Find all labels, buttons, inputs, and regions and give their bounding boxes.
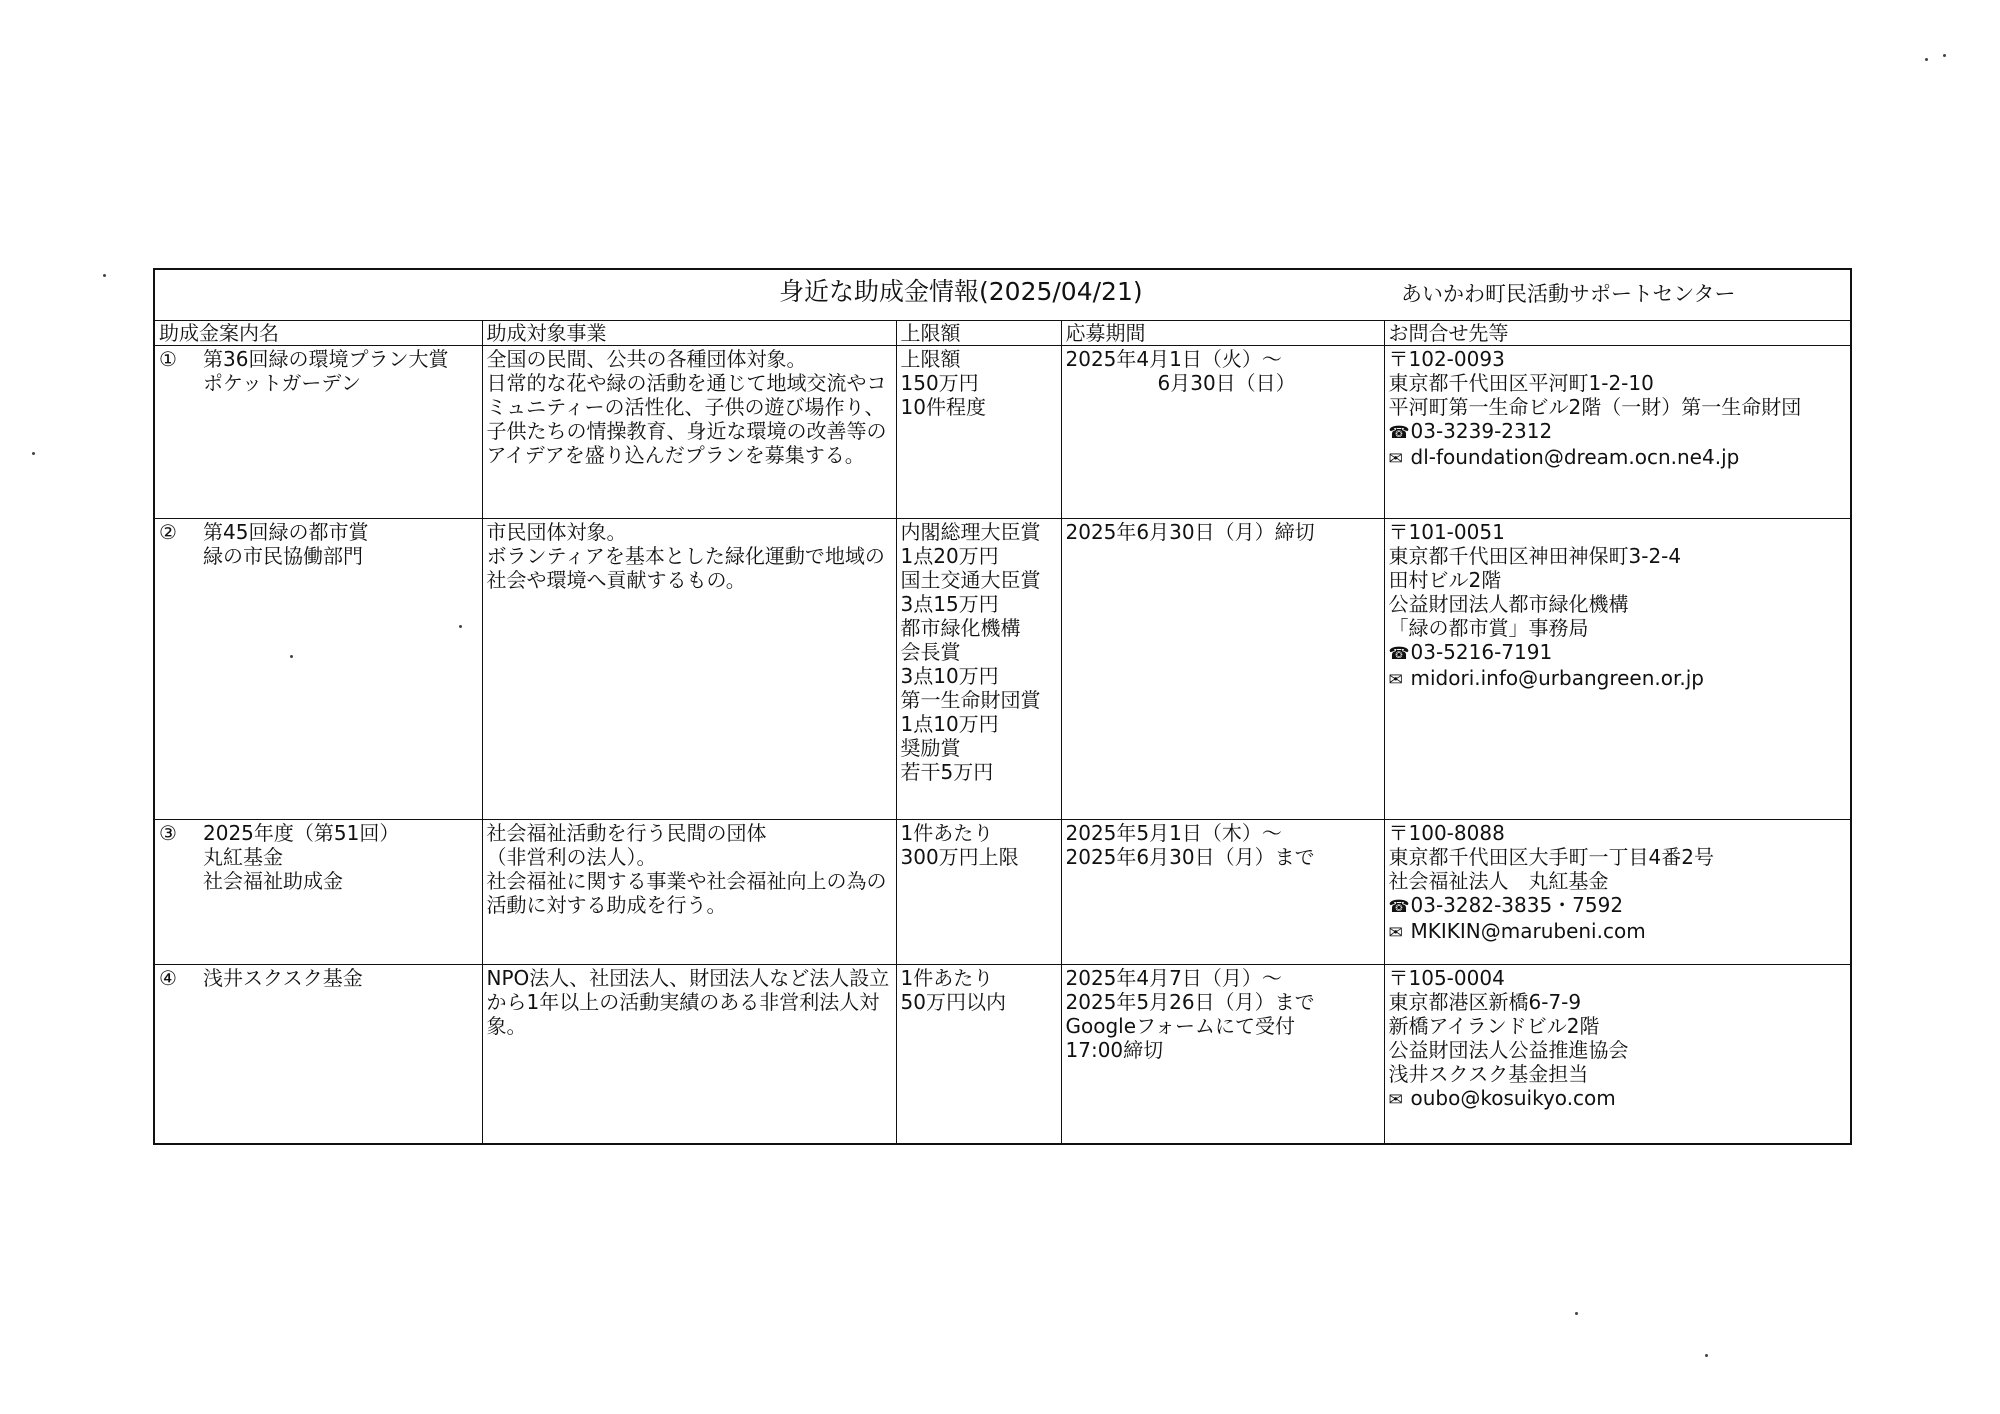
target-line: 全国の民間、公共の各種団体対象。 [486,347,807,371]
limit-line: 都市緑化機構 [900,616,1021,640]
target-line: ボランティアを基本とした緑化運動で地域の社会や環境へ貢献するもの。 [486,544,885,592]
grant-name-line: 第36回緑の環境プラン大賞 [203,347,449,371]
limit-line: 1件あたり [900,966,994,990]
period-line: 2025年4月7日（月）～ [1065,966,1282,990]
limit-line: 国土交通大臣賞 [900,568,1041,592]
grant-name-line: 浅井スクスク基金 [203,966,363,990]
phone-icon: ☎ [1388,423,1410,443]
contact-cell [1384,820,1851,965]
limit-cell [896,820,1061,965]
row-number: ④ [159,966,177,990]
column-header-limit: 上限額 [896,321,1061,346]
limit-line: 若干5万円 [900,760,994,784]
period-line: 2025年4月1日（火）～ [1065,347,1282,371]
table-row [154,820,1851,965]
grants-table [153,268,1852,1145]
limit-cell [896,519,1061,820]
address-line: 社会福祉法人 丸紅基金 [1388,869,1609,893]
grant-name-cell [154,346,482,519]
contact-cell [1384,346,1851,519]
scan-speck [1705,1354,1708,1357]
postal-code: 〒101-0051 [1388,520,1505,544]
target-cell [482,519,896,820]
organization-name: あいかわ町民活動サポートセンター [1401,282,1736,306]
scan-speck [1575,1312,1578,1315]
period-line: 2025年5月26日（月）まで [1065,990,1315,1014]
limit-line: 3点15万円 [900,592,999,616]
grant-name-line: 丸紅基金 [203,845,283,869]
column-header-row [154,321,1851,346]
address-line: 浅井スクスク基金担当 [1388,1062,1589,1086]
address-line: 田村ビル2階 [1388,568,1502,592]
table-row [154,965,1851,1145]
limit-line: 会長賞 [900,640,961,664]
target-line: 市民団体対象。 [486,520,627,544]
target-line: 日常的な花や緑の活動を通じて地域交流やコミュニティーの活性化、子供の遊び場作り、子供たちの情操教育、身近な環境の改善等のアイデアを盛り込んだプランを募集する。 [486,371,887,467]
address-line: 公益財団法人公益推進協会 [1388,1038,1629,1062]
contact-cell [1384,965,1851,1145]
period-line: 2025年6月30日（月）まで [1065,845,1315,869]
target-cell [482,346,896,519]
grant-name-cell [154,519,482,820]
limit-line: 第一生命財団賞 [900,688,1041,712]
title-row [154,269,1851,321]
limit-line: 1点10万円 [900,712,999,736]
column-header-contact: お問合せ先等 [1384,321,1851,346]
limit-cell [896,346,1061,519]
email-address: oubo@kosuikyo.com [1410,1086,1616,1110]
column-header-period: 応募期間 [1061,321,1384,346]
period-cell [1061,820,1384,965]
limit-line: 50万円以内 [900,990,1006,1014]
scan-speck [1943,54,1946,57]
mail-icon: ✉ [1388,923,1403,943]
period-line: 17:00締切 [1065,1038,1164,1062]
phone-number: 03-3282-3835・7592 [1410,893,1624,917]
limit-line: 3点10万円 [900,664,999,688]
limit-line: 10件程度 [900,395,986,419]
limit-line: 300万円上限 [900,845,1019,869]
target-line: 社会福祉に関する事業や社会福祉向上の為の活動に対する助成を行う。 [486,869,887,917]
postal-code: 〒100-8088 [1388,821,1505,845]
contact-cell [1384,519,1851,820]
mail-icon: ✉ [1388,449,1403,469]
address-line: 東京都千代田区大手町一丁目4番2号 [1388,845,1714,869]
grant-name-line: 2025年度（第51回） [203,821,400,845]
grant-name-line: 社会福祉助成金 [203,869,343,893]
period-cell [1061,346,1384,519]
period-line: 6月30日（日） [1157,371,1296,395]
scan-speck [32,452,35,455]
period-line: 2025年5月1日（木）～ [1065,821,1282,845]
document-title: 身近な助成金情報(2025/04/21) [779,277,1143,306]
email-address: dl-foundation@dream.ocn.ne4.jp [1410,445,1740,469]
phone-icon: ☎ [1388,644,1410,664]
target-cell [482,820,896,965]
target-line: （非営利の法人）。 [486,845,657,869]
email-address: MKIKIN@marubeni.com [1410,919,1646,943]
address-line: 公益財団法人都市緑化機構 [1388,592,1629,616]
row-number: ① [159,347,177,371]
address-line: 新橋アイランドビル2階 [1388,1014,1600,1038]
phone-number: 03-5216-7191 [1410,640,1553,664]
target-line: 社会福祉活動を行う民間の団体 [486,821,767,845]
address-line: 東京都千代田区神田神保町3-2-4 [1388,544,1682,568]
row-number: ② [159,520,177,544]
limit-line: 上限額 [900,347,961,371]
period-cell [1061,519,1384,820]
address-line: 平河町第一生命ビル2階（一財）第一生命財団 [1388,395,1802,419]
scan-speck [1925,58,1928,61]
address-line: 東京都港区新橋6-7-9 [1388,990,1582,1014]
grant-name-cell [154,820,482,965]
scan-speck [103,274,106,277]
target-line: NPO法人、社団法人、財団法人など法人設立から1年以上の活動実績のある非営利法人対象。 [486,966,890,1038]
period-line: Googleフォームにて受付 [1065,1014,1296,1038]
row-number: ③ [159,821,177,845]
email-address: midori.info@urbangreen.or.jp [1410,666,1704,690]
limit-cell [896,965,1061,1145]
column-header-name: 助成金案内名 [154,321,482,346]
limit-line: 奨励賞 [900,736,961,760]
title-cell [154,269,1851,321]
postal-code: 〒102-0093 [1388,347,1505,371]
limit-line: 1件あたり [900,821,994,845]
table-row [154,346,1851,519]
address-line: 「緑の都市賞」事務局 [1388,616,1589,640]
mail-icon: ✉ [1388,670,1403,690]
grant-name-line: 第45回緑の都市賞 [203,520,369,544]
mail-icon: ✉ [1388,1090,1403,1110]
phone-number: 03-3239-2312 [1410,419,1553,443]
grant-name-cell [154,965,482,1145]
period-line: 2025年6月30日（月）締切 [1065,520,1315,544]
address-line: 東京都千代田区平河町1-2-10 [1388,371,1654,395]
column-header-target: 助成対象事業 [482,321,896,346]
grant-name-line: 緑の市民協働部門 [203,544,363,568]
limit-line: 内閣総理大臣賞 [900,520,1041,544]
postal-code: 〒105-0004 [1388,966,1505,990]
phone-icon: ☎ [1388,897,1410,917]
target-cell [482,965,896,1145]
limit-line: 150万円 [900,371,979,395]
grant-name-line: ポケットガーデン [203,371,361,395]
table-row [154,519,1851,820]
period-cell [1061,965,1384,1145]
limit-line: 1点20万円 [900,544,999,568]
